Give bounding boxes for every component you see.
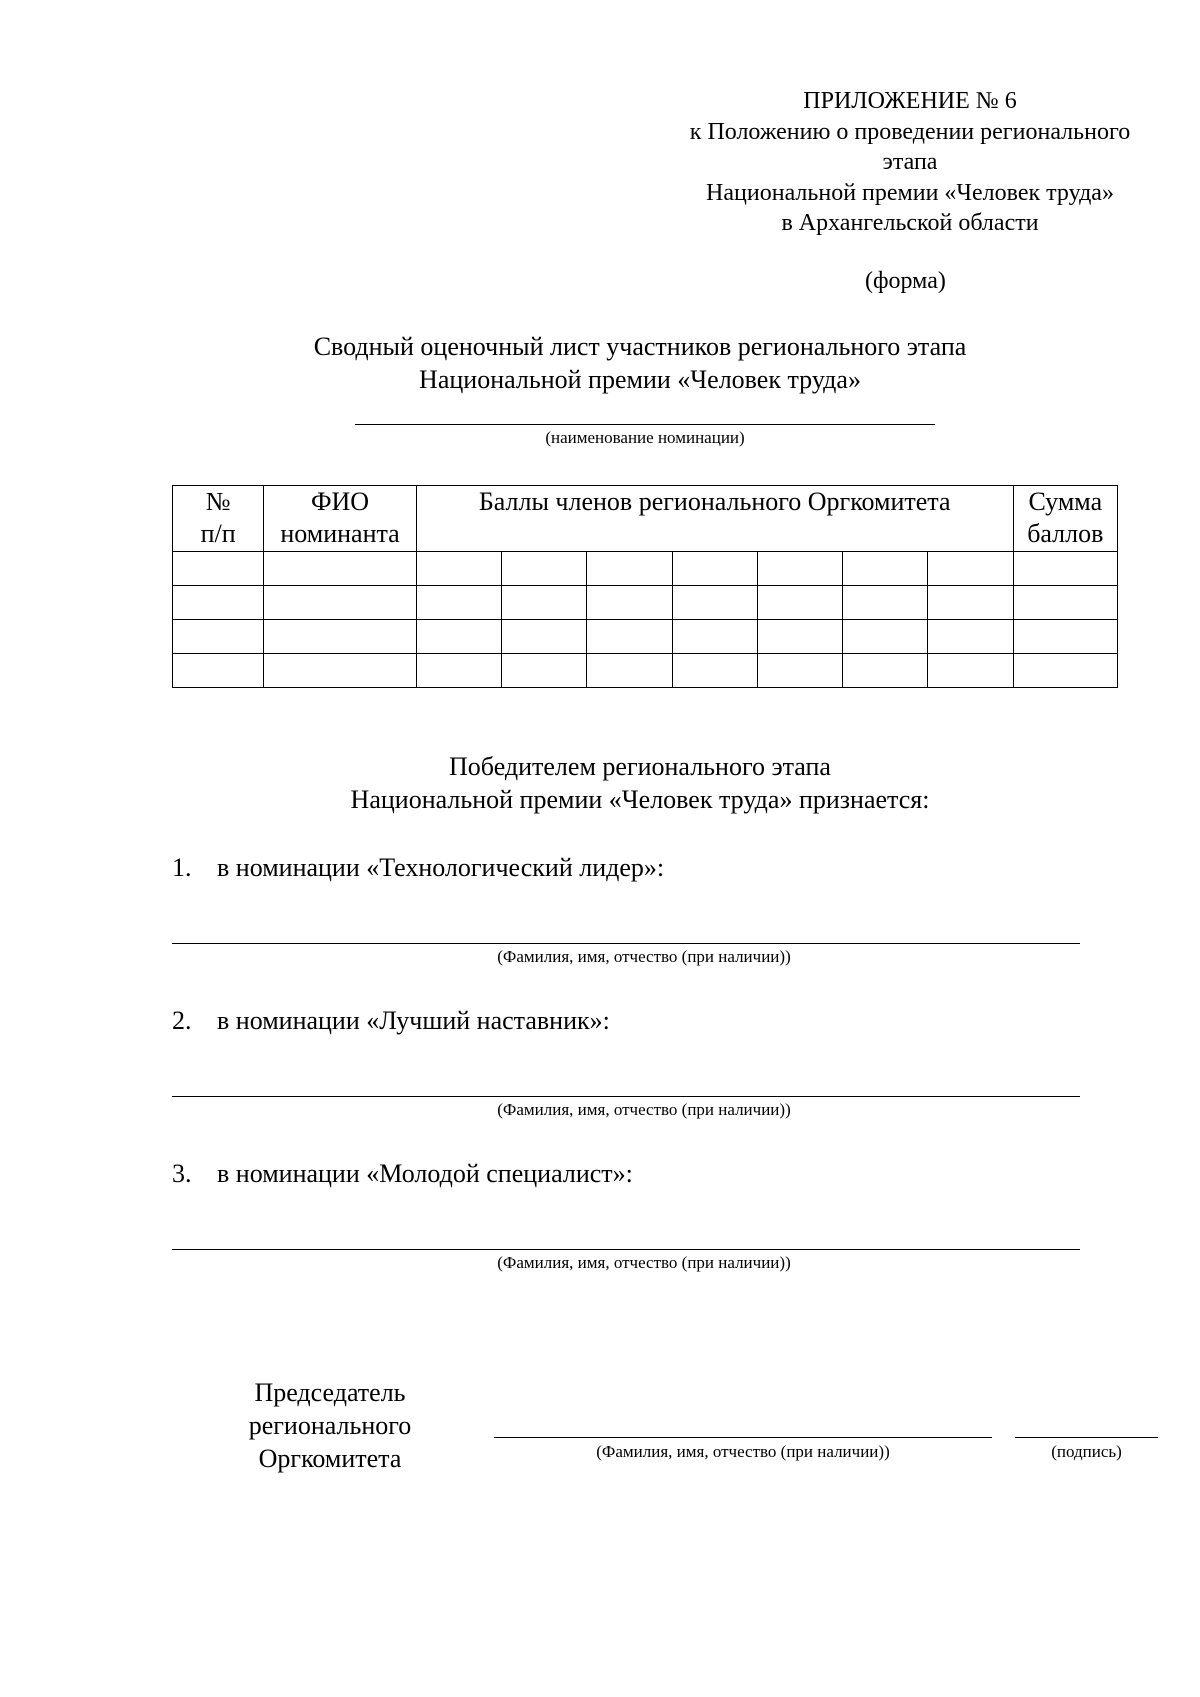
chairman-label: [220, 1376, 440, 1475]
table-cell[interactable]: [672, 654, 757, 688]
table-cell[interactable]: [672, 620, 757, 654]
winner-line: Национальной премии «Человек труда» признается:: [350, 785, 930, 814]
table-cell[interactable]: [264, 552, 416, 586]
nominee-name-line[interactable]: [172, 943, 1080, 944]
header-sum: Сумма баллов: [1013, 486, 1117, 552]
chairman-line: Председатель: [254, 1378, 406, 1407]
table-cell[interactable]: [587, 620, 672, 654]
signature-line[interactable]: [1015, 1437, 1158, 1438]
score-table: [172, 485, 1118, 688]
appendix-header: [660, 86, 1160, 239]
header-fio: ФИО номинанта: [264, 486, 416, 552]
form-label: (форма): [865, 268, 946, 294]
table-cell[interactable]: [416, 620, 501, 654]
table-cell[interactable]: [928, 654, 1013, 688]
table-cell[interactable]: [1013, 654, 1117, 688]
nomination-name-line[interactable]: [355, 424, 935, 425]
nomination-label: в номинации «Молодой специалист»:: [217, 1159, 633, 1188]
table-cell[interactable]: [672, 552, 757, 586]
table-cell[interactable]: [672, 586, 757, 620]
nominee-name-caption: (Фамилия, имя, отчество (при наличии)): [497, 947, 791, 966]
table-cell[interactable]: [173, 552, 264, 586]
table-cell[interactable]: [264, 620, 416, 654]
winner-heading: [170, 750, 1110, 816]
table-cell[interactable]: [843, 654, 928, 688]
nominee-name-line[interactable]: [172, 1249, 1080, 1250]
table-cell[interactable]: [264, 586, 416, 620]
nomination-number: 2.: [172, 1006, 192, 1035]
nominee-name-line[interactable]: [172, 1096, 1080, 1097]
table-cell[interactable]: [757, 654, 842, 688]
table-row: [173, 620, 1118, 654]
table-cell[interactable]: [173, 654, 264, 688]
table-cell[interactable]: [587, 552, 672, 586]
table-cell[interactable]: [502, 552, 587, 586]
title-line: Сводный оценочный лист участников регионального этапа: [313, 332, 967, 361]
signature-caption: (подпись): [1051, 1442, 1122, 1461]
header-number: № п/п: [173, 486, 264, 552]
appendix-line: Национальной премии «Человек труда»: [706, 179, 1114, 206]
table-cell[interactable]: [928, 586, 1013, 620]
table-cell[interactable]: [173, 620, 264, 654]
nomination-label: в номинации «Технологический лидер»:: [217, 853, 665, 882]
title-line: Национальной премии «Человек труда»: [419, 365, 861, 394]
table-row: [173, 654, 1118, 688]
table-cell[interactable]: [843, 620, 928, 654]
appendix-line: ПРИЛОЖЕНИЕ № 6: [803, 88, 1017, 114]
nomination-number: 1.: [172, 853, 192, 882]
nomination-label: в номинации «Лучший наставник»:: [217, 1006, 610, 1035]
chairman-name-caption: (Фамилия, имя, отчество (при наличии)): [596, 1442, 890, 1461]
table-cell[interactable]: [1013, 620, 1117, 654]
table-cell[interactable]: [1013, 552, 1117, 586]
chairman-name-line[interactable]: [494, 1437, 992, 1438]
nominee-name-caption: (Фамилия, имя, отчество (при наличии)): [497, 1100, 791, 1119]
table-header-row: [173, 486, 1118, 552]
table-cell[interactable]: [843, 586, 928, 620]
header-scores: Баллы членов регионального Оргкомитета: [416, 486, 1013, 552]
appendix-line: этапа: [882, 149, 938, 175]
table-cell[interactable]: [928, 620, 1013, 654]
table-cell[interactable]: [1013, 586, 1117, 620]
table-cell[interactable]: [587, 586, 672, 620]
winner-line: Победителем регионального этапа: [449, 752, 831, 781]
table-cell[interactable]: [843, 552, 928, 586]
table-row: [173, 586, 1118, 620]
table-cell[interactable]: [757, 620, 842, 654]
table-cell[interactable]: [502, 620, 587, 654]
nominee-name-caption: (Фамилия, имя, отчество (при наличии)): [497, 1253, 791, 1272]
table-cell[interactable]: [416, 552, 501, 586]
table-cell[interactable]: [502, 654, 587, 688]
table-cell[interactable]: [928, 552, 1013, 586]
table-row: [173, 552, 1118, 586]
table-cell[interactable]: [502, 586, 587, 620]
table-cell[interactable]: [587, 654, 672, 688]
appendix-line: к Положению о проведении регионального: [689, 118, 1131, 145]
nomination-number: 3.: [172, 1159, 192, 1188]
nomination-name-caption: (наименование номинации): [545, 428, 745, 447]
table-cell[interactable]: [757, 552, 842, 586]
table-cell[interactable]: [416, 586, 501, 620]
chairman-line: Оргкомитета: [258, 1444, 402, 1473]
table-cell[interactable]: [757, 586, 842, 620]
document-title: [170, 330, 1110, 396]
table-cell[interactable]: [264, 654, 416, 688]
chairman-line: регионального: [248, 1411, 412, 1440]
appendix-line: в Архангельской области: [781, 210, 1039, 236]
table-cell[interactable]: [173, 586, 264, 620]
table-cell[interactable]: [416, 654, 501, 688]
